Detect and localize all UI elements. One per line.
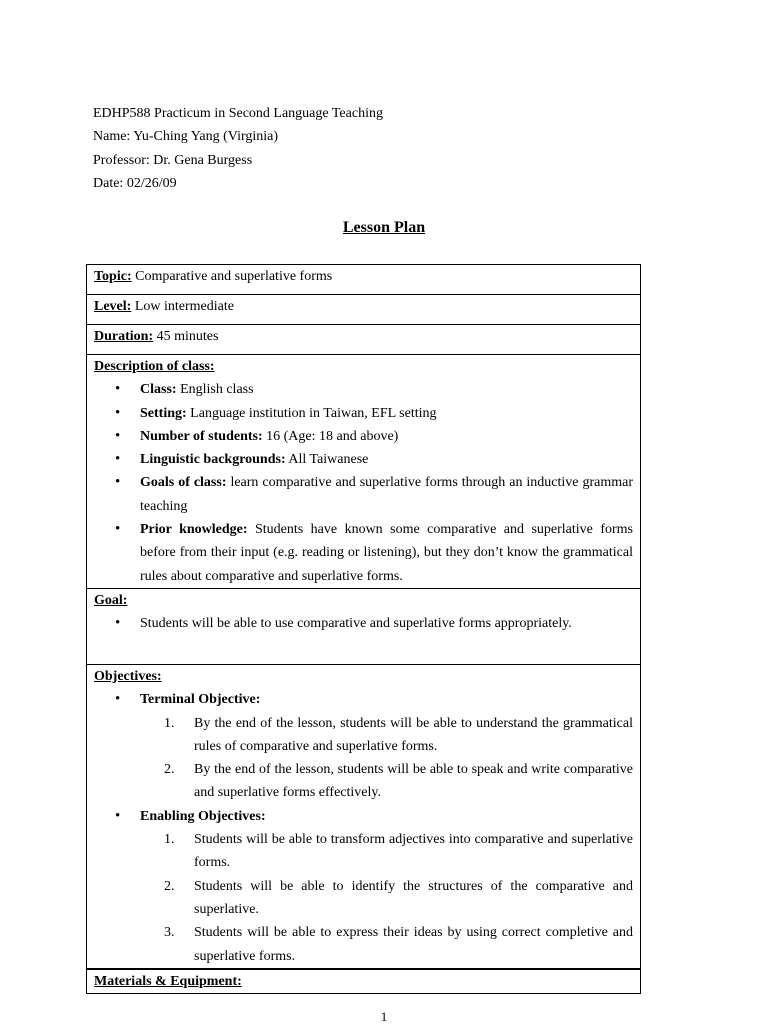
materials-row <box>87 969 641 994</box>
description-label: Description of class: <box>94 359 215 374</box>
goal-label: Goal: <box>94 592 128 608</box>
list-item: • Class: English class <box>94 378 633 401</box>
topic-row <box>87 265 641 295</box>
list-item: 2. Students will be able to identify the structures of the comparative and superlative. <box>164 878 633 917</box>
list-item: • Students will be able to use comparative and superlative forms appropriately. <box>94 612 633 635</box>
enabling-objective-list <box>94 828 633 968</box>
document-header <box>93 102 383 195</box>
description-list <box>94 378 633 588</box>
list-item <box>94 805 633 828</box>
duration-row <box>87 325 641 355</box>
list-item: • Number of students: 16 (Age: 18 and above) <box>94 425 633 448</box>
lesson-plan-table <box>86 264 641 994</box>
list-item: 3. Students will be able to express their ideas by using correct completive and superlative forms. <box>164 925 633 964</box>
list-item: 1. By the end of the lesson, students will be able to understand the grammatical rules of comparative and superlative forms. <box>164 715 633 754</box>
terminal-objective-list <box>94 712 633 805</box>
level-label: Level: <box>94 299 132 314</box>
objectives-row <box>87 664 641 968</box>
goal-row <box>87 588 641 664</box>
level-row <box>87 295 641 325</box>
list-item: • Prior knowledge: Students have known some comparative and superlative forms before from their input (e.g. reading or listening), but they don’t know the grammatical rules about comparative and superlative forms. <box>94 518 633 588</box>
description-row <box>87 355 641 589</box>
enabling-objective-label: Enabling Objectives: <box>140 808 266 824</box>
course-line: EDHP588 Practicum in Second Language Teaching <box>93 106 383 121</box>
level-value: Low intermediate <box>134 299 234 314</box>
list-item: 1. Students will be able to transform adjectives into comparative and superlative forms. <box>164 832 633 871</box>
terminal-objective-label: Terminal Objective: <box>140 692 261 708</box>
page-title: Lesson Plan <box>342 219 426 236</box>
page-number: 1 <box>380 1009 388 1024</box>
date-line: Date: 02/26/09 <box>93 175 177 191</box>
list-item: • Linguistic backgrounds: All Taiwanese <box>94 448 633 471</box>
objectives-label: Objectives: <box>94 668 162 684</box>
duration-value: 45 minutes <box>156 329 219 344</box>
objectives-list <box>94 688 633 711</box>
objectives-list-enabling <box>94 805 633 828</box>
name-line: Name: Yu-Ching Yang (Virginia) <box>93 129 279 145</box>
topic-label: Topic: <box>94 269 132 284</box>
list-item: 2. By the end of the lesson, students will be able to speak and write comparative and superlative forms effectively. <box>164 762 633 801</box>
list-item: • Setting: Language institution in Taiwan, EFL setting <box>94 402 633 425</box>
list-item <box>94 688 633 711</box>
topic-value: Comparative and superlative forms <box>135 269 333 284</box>
duration-label: Duration: <box>94 329 154 344</box>
professor-line: Professor: Dr. Gena Burgess <box>93 152 253 168</box>
list-item: • Goals of class: learn comparative and superlative forms through an inductive grammar teaching <box>94 471 633 518</box>
materials-label: Materials & Equipment: <box>94 973 242 989</box>
goal-list <box>94 612 633 635</box>
